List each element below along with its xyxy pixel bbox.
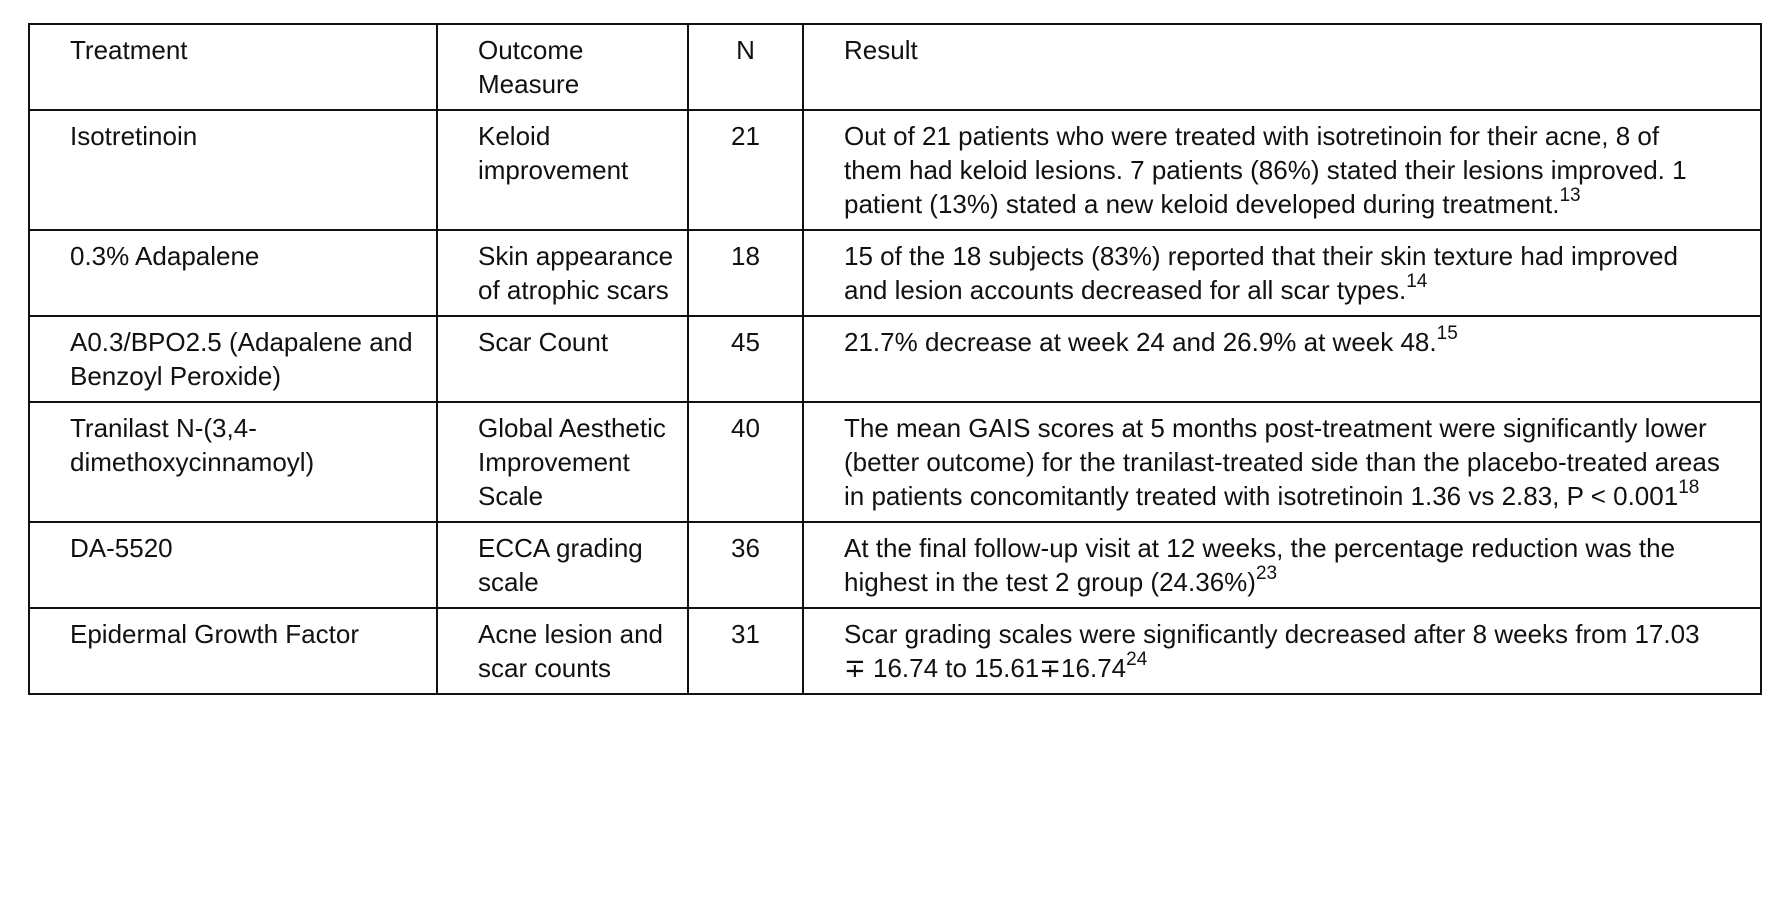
cell-result [803, 608, 1761, 694]
cell-n: 40 [688, 402, 803, 522]
cell-treatment: Isotretinoin [29, 110, 437, 230]
table-row [29, 110, 1761, 230]
table-row [29, 316, 1761, 402]
cell-treatment: 0.3% Adapalene [29, 230, 437, 316]
cell-result [803, 110, 1761, 230]
cell-treatment: DA-5520 [29, 522, 437, 608]
reference-superscript: 15 [1436, 323, 1458, 345]
cell-n: 45 [688, 316, 803, 402]
cell-outcome-measure: Scar Count [437, 316, 688, 402]
header-treatment: Treatment [29, 24, 437, 110]
cell-outcome-measure: Skin appearance of atrophic scars [437, 230, 688, 316]
cell-outcome-measure: Global Aesthetic Improvement Scale [437, 402, 688, 522]
cell-outcome-measure: Keloid improvement [437, 110, 688, 230]
result-text: Out of 21 patients who were treated with isotretinoin for their acne, 8 of them had keloid lesions. 7 patients (86%) stated their lesions improved. 1 patient (13%) stated a new keloid developed during treatment. [844, 121, 1687, 219]
header-result: Result [803, 24, 1761, 110]
table-header [29, 24, 1761, 110]
reference-superscript: 24 [1126, 649, 1148, 671]
cell-result [803, 522, 1761, 608]
result-text: 15 of the 18 subjects (83%) reported that their skin texture had improved and lesion accounts decreased for all scar types. [844, 241, 1678, 305]
cell-treatment: Tranilast N-(3,4-dimethoxycinnamoyl) [29, 402, 437, 522]
reference-superscript: 18 [1678, 477, 1700, 499]
header-n: N [688, 24, 803, 110]
cell-result [803, 316, 1761, 402]
cell-result [803, 230, 1761, 316]
header-row [29, 24, 1761, 110]
result-text: At the final follow-up visit at 12 weeks, the percentage reduction was the highest in the test 2 group (24.36%) [844, 533, 1676, 597]
reference-superscript: 13 [1559, 185, 1581, 207]
cell-n: 31 [688, 608, 803, 694]
cell-treatment: Epidermal Growth Factor [29, 608, 437, 694]
table-row [29, 230, 1761, 316]
table-body [29, 110, 1761, 694]
treatment-outcomes-table [28, 23, 1762, 695]
header-outcome-measure: Outcome Measure [437, 24, 688, 110]
reference-superscript: 23 [1255, 563, 1278, 585]
table-row [29, 402, 1761, 522]
cell-outcome-measure: ECCA grading scale [437, 522, 688, 608]
table-row [29, 608, 1761, 694]
table-row [29, 522, 1761, 608]
result-text: Scar grading scales were significantly decreased after 8 weeks from 17.03 ∓ 16.74 to 15.61∓16.74 [844, 619, 1700, 683]
reference-superscript: 14 [1406, 271, 1428, 293]
cell-n: 36 [688, 522, 803, 608]
cell-n: 21 [688, 110, 803, 230]
result-text: 21.7% decrease at week 24 and 26.9% at week 48. [844, 327, 1437, 357]
cell-result [803, 402, 1761, 522]
cell-treatment: A0.3/BPO2.5 (Adapalene and Benzoyl Peroxide) [29, 316, 437, 402]
cell-outcome-measure: Acne lesion and scar counts [437, 608, 688, 694]
cell-n: 18 [688, 230, 803, 316]
result-text: The mean GAIS scores at 5 months post-treatment were significantly lower (better outcome) for the tranilast-treated side than the placebo-treated areas in patients concomitantly treated with isotretinoin 1.36 vs 2.83, P < 0.001 [844, 413, 1720, 511]
